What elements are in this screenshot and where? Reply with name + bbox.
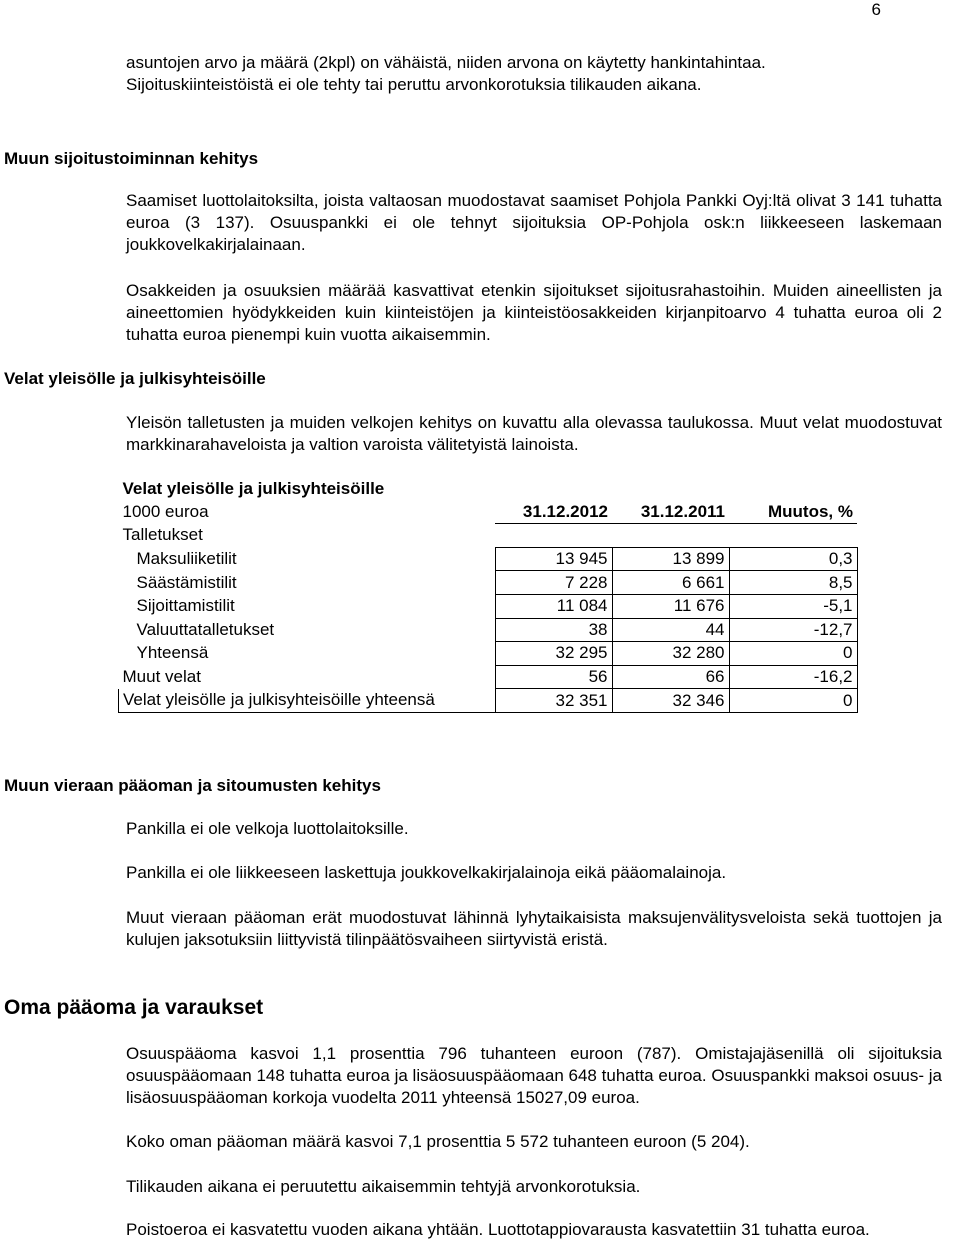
deposits-table [118,478,858,713]
cell-2011: 44 [612,618,729,642]
paragraph-muut-vieraan: Muut vieraan pääoman erät muodostuvat lähinnä lyhytaikaisista maksujenvälitysveloista sekä tuottojen ja kulujen jaksotuksiin liittyvistä tilinpäätösvaiheen siirtyvistä eristä. [126,908,942,949]
paragraph-osakkeiden: Osakkeiden ja osuuksien määrää kasvattivat etenkin sijoitukset sijoitusrahastoihin. Muiden aineellisten ja aineettomien hyödykkeiden kuin kiinteistöjen ja kiinteistöosakkeiden kirjanpitoarvo 4 tuhatta euroa oli 2 tuhatta euroa pienempi kuin vuotta aikaisemmin. [126,281,942,344]
heading-muun-sijoitustoiminnan-kehitys: Muun sijoitustoiminnan kehitys [4,149,259,168]
table-group-label: Talletukset [122,525,203,545]
intro-line-1: asuntojen arvo ja määrä (2kpl) on vähäistä, niiden arvona on käytetty hankintahintaa. [126,53,766,72]
row-label: Sijoittamistilit [136,596,235,616]
table-row [119,594,858,618]
paragraph-poistoero: Poistoeroa ei kasvatettu vuoden aikana yhtään. Luottotappiovarausta kasvatettiin 31 tuhatta euroa. [126,1220,870,1239]
table-group-row [119,524,858,548]
table-title: Velat yleisölle ja julkisyhteisöille [122,479,385,499]
cell-2012: 32 351 [495,689,612,713]
paragraph-osuuspaaoma: Osuuspääoma kasvoi 1,1 prosenttia 796 tuhanteen euroon (787). Omistajajäsenillä oli sijoituksia osuuspääomaan 148 tuhatta euroa ja lisäosuuspääomaan 648 tuhatta euroa. Osuuspankki maksoi osuus- ja lisäosuuspääoman korkoja vuodelta 2011 yhteensä 15027,09 euroa. [126,1044,942,1107]
intro-line-2: Sijoituskiinteistöistä ei ole tehty tai peruttu arvonkorotuksia tilikauden aikana. [126,75,702,94]
row-label: Valuuttatalletukset [136,619,275,639]
paragraph-arvonkorotukset: Tilikauden aikana ei peruutettu aikaisemmin tehtyjä arvonkorotuksia. [126,1177,641,1196]
cell-change: -12,7 [729,618,857,642]
heading-muun-vieraan-paaoman: Muun vieraan pääoman ja sitoumusten kehitys [4,776,381,795]
row-label: Velat yleisölle ja julkisyhteisöille yhteensä [119,689,496,713]
cell-2011: 11 676 [612,594,729,618]
cell-2012: 11 084 [495,594,612,618]
cell-change: -5,1 [729,594,857,618]
cell-change: 0 [729,689,857,713]
heading-oma-paaoma: Oma pääoma ja varaukset [4,996,264,1019]
cell-2012: 56 [495,665,612,689]
page-number: 6 [871,0,881,19]
cell-change: 0,3 [729,547,857,571]
table-header-row [119,501,858,524]
table-row [119,547,858,571]
row-label: Muut velat [122,667,201,687]
paragraph-ei-joukkovelkakirjoja: Pankilla ei ole liikkeeseen laskettuja joukkovelkakirjalainoja eikä pääomalainoja. [126,863,727,882]
table-row [119,665,858,689]
table-row [119,642,858,666]
heading-velat-yleisolle: Velat yleisölle ja julkisyhteisöille [4,369,266,388]
cell-2011: 32 280 [612,642,729,666]
table-unit: 1000 euroa [122,502,209,522]
paragraph-saamiset: Saamiset luottolaitoksilta, joista valtaosan muodostavat saamiset Pohjola Pankki Oyj:ltä olivat 3 141 tuhatta euroa (3 137). Osuuspankki ei ole tehnyt sijoituksia OP-Pohjola osk:n liikkeeseen laskemaan joukkovelkakirjalainaan. [126,191,942,254]
cell-2012: 32 295 [495,642,612,666]
cell-2011: 32 346 [612,689,729,713]
cell-2012: 13 945 [495,547,612,571]
column-header-2012: 31.12.2012 [495,501,612,524]
cell-2011: 13 899 [612,547,729,571]
table-row [119,571,858,595]
column-header-2011: 31.12.2011 [612,501,729,524]
column-header-change: Muutos, % [729,501,857,524]
table-row [119,618,858,642]
table-row [119,689,858,713]
row-label: Maksuliiketilit [136,549,237,569]
cell-2011: 6 661 [612,571,729,595]
row-label: Säästämistilit [136,572,237,592]
cell-change: 8,5 [729,571,857,595]
table-title-row [119,478,858,501]
cell-change: -16,2 [729,665,857,689]
paragraph-ei-velkoja: Pankilla ei ole velkoja luottolaitoksille. [126,819,409,838]
cell-2011: 66 [612,665,729,689]
cell-change: 0 [729,642,857,666]
paragraph-yleison-talletusten: Yleisön talletusten ja muiden velkojen kehitys on kuvattu alla olevassa taulukossa. Muut velat muodostuvat markkinarahaveloista ja valtion varoista välitetyistä lainoista. [126,413,942,454]
row-label: Yhteensä [136,643,209,663]
cell-2012: 38 [495,618,612,642]
cell-2012: 7 228 [495,571,612,595]
paragraph-koko-oma-paaoma: Koko oman pääoman määrä kasvoi 7,1 prosenttia 5 572 tuhanteen euroon (5 204). [126,1132,750,1151]
